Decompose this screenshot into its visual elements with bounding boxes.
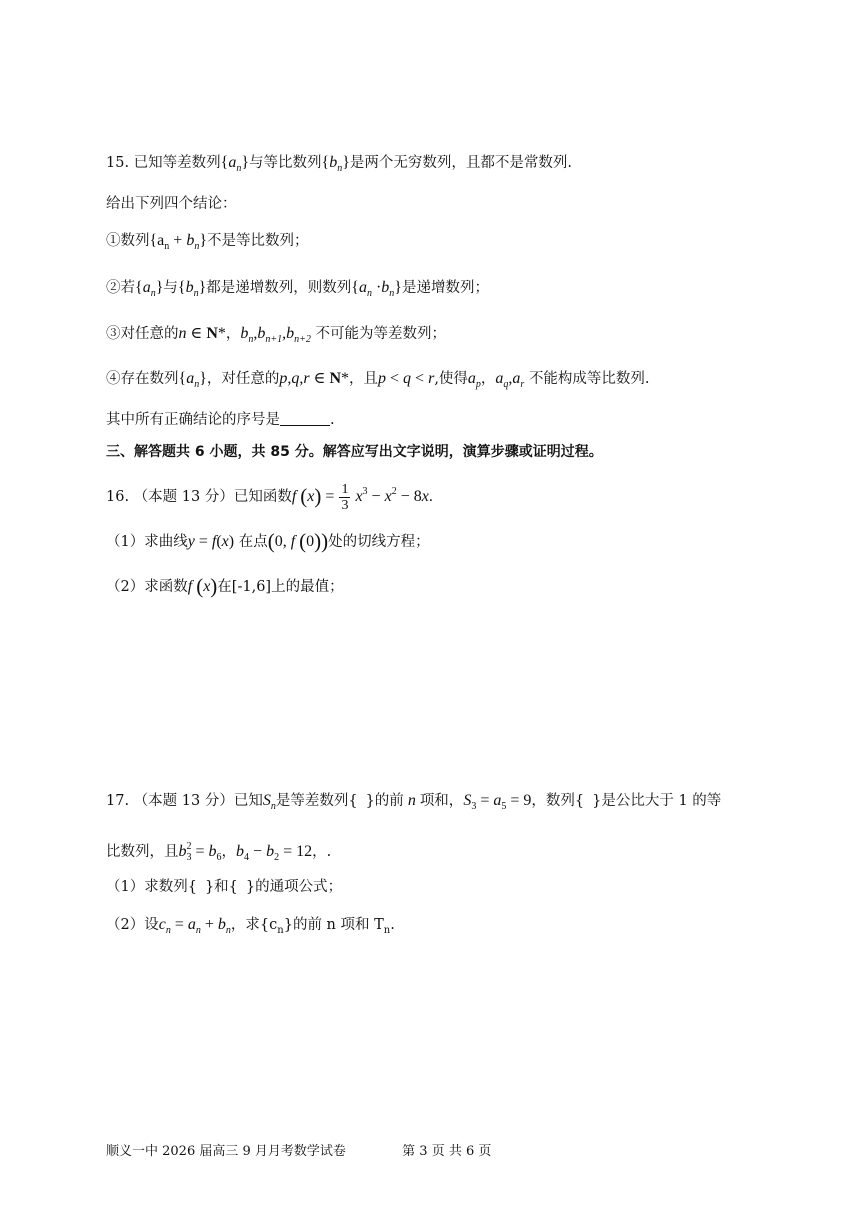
q15-stem-text-2: 与等比数列: [249, 155, 322, 171]
q17-stem-e: }是公比大于 1 的等: [592, 793, 722, 809]
q16-stem: 16. （本题 13 分）已知函数f (x) = $\frac{1}{3}$ $x^3 - x^2 - 8x$.: [106, 481, 433, 513]
q15-stem-text: 15. 已知等差数列: [106, 155, 221, 171]
c1-post: 不是等比数列；: [207, 233, 309, 249]
answer-end: .: [330, 412, 335, 428]
c3-post: 不可能为等差数列；: [315, 326, 447, 342]
q17-p1-a: （1）求数列{: [106, 879, 197, 895]
q15-conclusion-3: ③对任意的n ∈ N*，$b_n,b_{n+1},b_{n+2}$ 不可能为等差数列；: [106, 325, 447, 345]
q16-p1-mid: 在点: [238, 534, 268, 550]
c4-mid: ，对任意的: [206, 371, 280, 387]
q16-stem-text: 16. （本题 13 分）已知函数: [106, 489, 292, 505]
q16-p1-post: 处的切线方程；: [328, 534, 430, 550]
q16-p2-pre: （2）求函数: [106, 579, 188, 595]
c4-post: 不能构成等比数列.: [528, 371, 650, 387]
c4-mid2: ，且: [349, 371, 379, 387]
c2-pre: ②若: [106, 280, 135, 296]
q15-conclusion-2: ②若$\{a_n\}$与$\{b_n\}$都是递增数列，则数列$\{a_n \cdot b_n\}$是递增数列；: [106, 279, 489, 299]
c2-mid2: 都是递增数列，则数列: [206, 280, 352, 296]
q17-stem: 17. （本题 13 分）已知$S_n$是等差数列{ }的前 n 项和，$S_3 = a_5 = 9$，数列{ }是公比大于 1 的等: [106, 792, 722, 812]
answer-prompt-text: 其中所有正确结论的序号是: [106, 412, 280, 428]
section-3-heading: 三、解答题共 6 小题，共 85 分。解答应写出文字说明，演算步骤或证明过程。: [106, 444, 603, 460]
q17-p2-pre: （2）设: [106, 917, 159, 933]
q16-p1-pre: （1）求曲线: [106, 534, 188, 550]
q16-part-2: （2）求函数f (x)在[-1,6]上的最值；: [106, 574, 344, 598]
q17-p2-post2: }的前 n 项和 T: [283, 917, 384, 933]
c2-mid: 与: [163, 280, 178, 296]
answer-blank[interactable]: [280, 411, 330, 426]
q16-part-1: （1）求曲线y = f(x) 在点(0, f (0))处的切线方程；: [106, 529, 430, 553]
c3-pre: ③对任意的: [106, 326, 179, 342]
c4-mid3: ,使得: [434, 371, 468, 387]
q16-p2-post: 在[-1,6]上的最值；: [217, 579, 344, 595]
q15-intro: 给出下列四个结论：: [106, 196, 237, 212]
q17-p1-b: }和{: [204, 879, 238, 895]
q15-conclusion-4: ④存在数列$\{a_n\}$，对任意的p,q,r ∈ N*，且p < q < r,使得$a_p$，$a_q,a_r$ 不能构成等比数列.: [106, 370, 650, 390]
q15-conclusion-1: ①数列$\{a_n + b_n\}$不是等比数列；: [106, 232, 309, 252]
q17-p2-post: ，求{c: [230, 917, 278, 933]
q15-stem-text-3: 是两个无穷数列，且都不是常数列.: [349, 155, 573, 171]
q17-stem-pre: 17. （本题 13 分）已知: [106, 793, 263, 809]
q17-stem-c: 项和，: [419, 793, 464, 809]
q17-l2-pre: 比数列，且: [106, 844, 179, 860]
footer-exam-title: 顺义一中 2026 届高三 9 月月考数学试卷: [106, 1144, 346, 1159]
q17-p2-end: .: [390, 917, 395, 933]
q15-stem: 15. 已知等差数列$\{a_n\}$与等比数列$\{b_n\}$是两个无穷数列，且都不是常数列.: [106, 154, 573, 174]
footer-page-info: 第 3 页 共 6 页: [402, 1144, 492, 1159]
q17-stem-b: }的前: [365, 793, 404, 809]
q15-answer-prompt: [106, 409, 335, 431]
page-footer: [106, 1140, 491, 1159]
q17-l2-post: ，.: [312, 844, 332, 860]
q17-part-2: （2）设$c_n = a_n + b_n$，求$\{c_n\}$的前 n 项和 $T_n$.: [106, 916, 395, 936]
c2-post: 是递增数列；: [401, 280, 489, 296]
q17-stem-d: ，数列{: [531, 793, 585, 809]
c1-pre: ①数列: [106, 233, 150, 249]
q17-part-1: [106, 876, 342, 898]
q17-stem-a: 是等差数列{: [275, 793, 358, 809]
q17-stem-line-2: 比数列，且$b_3^2 = b_6$，$b_4 - b_2 = 12$，.: [106, 841, 332, 863]
c4-pre: ④存在数列: [106, 371, 179, 387]
q17-p1-c: }的通项公式；: [245, 879, 343, 895]
